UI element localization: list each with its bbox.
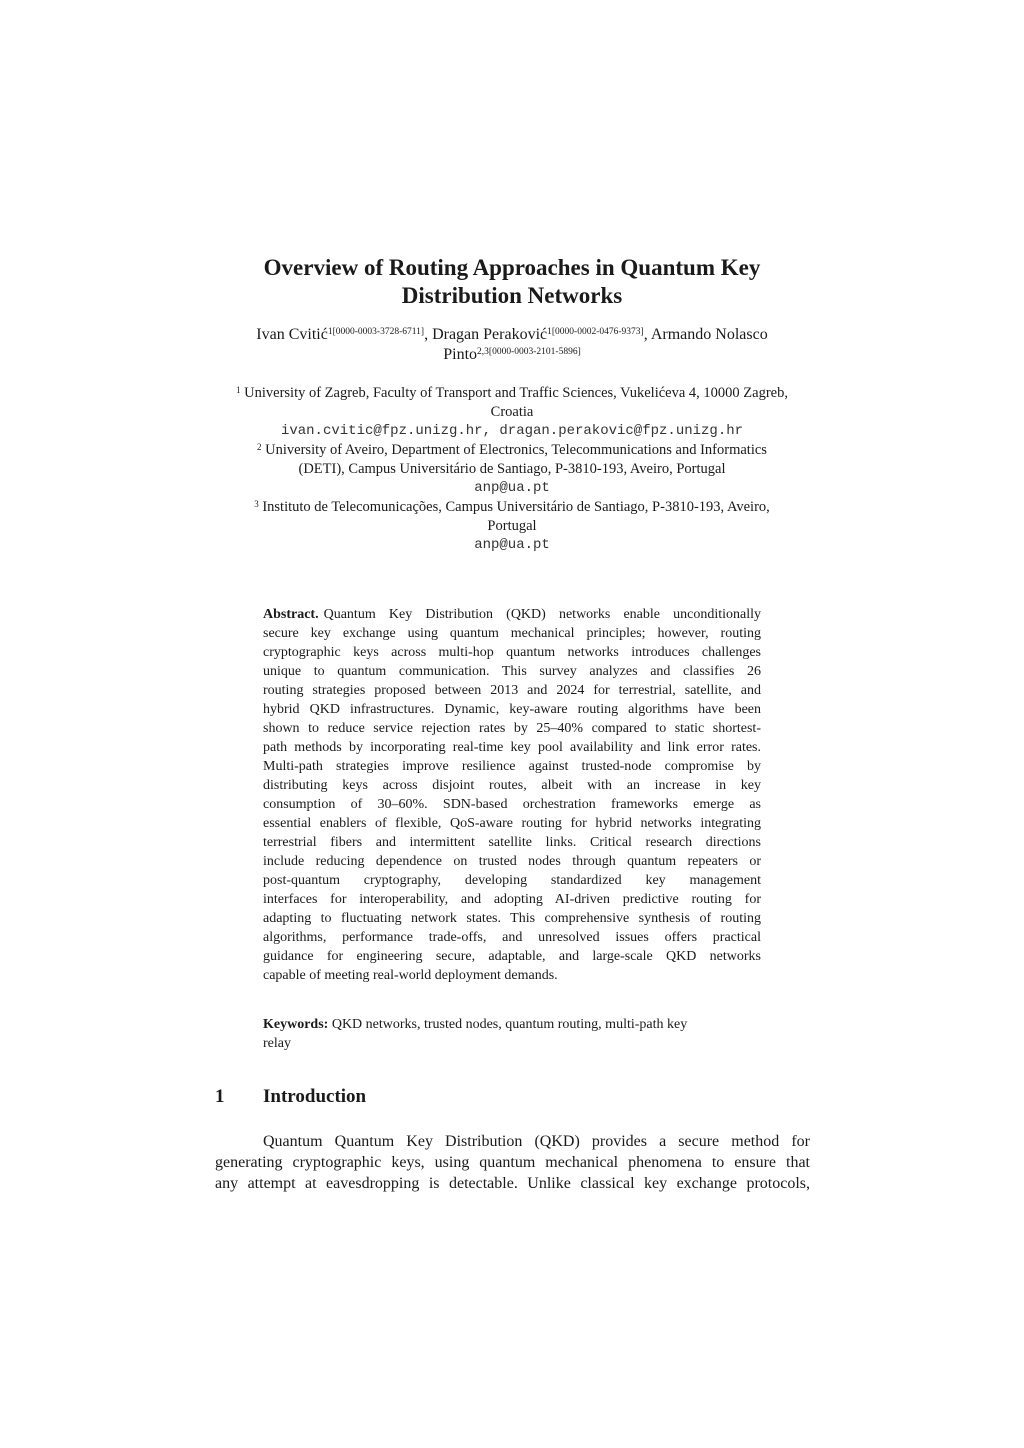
author-name: Ivan Cvitić bbox=[256, 326, 328, 343]
affiliation-number: 2 bbox=[257, 442, 262, 452]
abstract-line: guidance for engineering secure, adaptable, and large-scale QKD networks bbox=[263, 949, 761, 964]
abstract-line: shown to reduce service rejection rates by 25–40% compared to static shortest- bbox=[263, 721, 761, 736]
abstract-line: post-quantum cryptography, developing standardized key management bbox=[263, 873, 761, 888]
abstract-line bbox=[263, 605, 761, 624]
affiliation-2 bbox=[200, 441, 824, 498]
affiliation-text: University of Aveiro, Department of Electronics, Telecommunications and Informatics bbox=[265, 442, 767, 458]
affiliation-text: University of Zagreb, Faculty of Transport and Traffic Sciences, Vukelićeva 4, 10000 Zagreb, bbox=[244, 385, 788, 401]
abstract bbox=[263, 605, 761, 985]
abstract-label: Abstract. bbox=[263, 607, 319, 622]
affiliation-email[interactable]: anp@ua.pt bbox=[474, 480, 550, 496]
author-name-part: Pinto bbox=[443, 346, 478, 363]
abstract-line: interfaces for interoperability, and adopting AI-driven predictive routing for bbox=[263, 892, 761, 907]
abstract-line: distributing keys across disjoint routes, albeit with an increase in key bbox=[263, 778, 761, 793]
affiliation-text: (DETI), Campus Universitário de Santiago, P-3810-193, Aveiro, Portugal bbox=[298, 461, 726, 477]
author-list bbox=[200, 325, 824, 365]
affiliation-text: Portugal bbox=[487, 518, 537, 534]
keywords-label: Keywords: bbox=[263, 1017, 329, 1032]
affiliation-number: 3 bbox=[254, 499, 259, 509]
abstract-line: Multi-path strategies improve resilience against trusted-node compromise by bbox=[263, 759, 761, 774]
abstract-line: unique to quantum communication. This survey analyzes and classifies 26 bbox=[263, 664, 761, 679]
paper-title bbox=[200, 254, 824, 310]
abstract-line: algorithms, performance trade-offs, and unresolved issues offers practical bbox=[263, 930, 761, 945]
section-heading bbox=[215, 1085, 366, 1109]
affiliation-text: Instituto de Telecomunicações, Campus Universitário de Santiago, P-3810-193, Aveiro, bbox=[262, 499, 770, 515]
paragraph-line: Quantum Quantum Key Distribution (QKD) provides a secure method for bbox=[263, 1133, 810, 1150]
keywords-text: QKD networks, trusted nodes, quantum routing, multi-path key bbox=[331, 1017, 688, 1032]
affiliation-number: 1 bbox=[236, 385, 241, 395]
abstract-line: hybrid QKD infrastructures. Dynamic, key-aware routing algorithms have been bbox=[263, 702, 761, 717]
title-line: Overview of Routing Approaches in Quantum Key bbox=[263, 255, 761, 280]
abstract-line: secure key exchange using quantum mechanical principles; however, routing bbox=[263, 626, 761, 641]
abstract-line: terrestrial fibers and intermittent satellite links. Critical research directions bbox=[263, 835, 761, 850]
affiliation-email[interactable]: anp@ua.pt bbox=[474, 537, 550, 553]
abstract-line: essential enablers of flexible, QoS-aware routing for hybrid networks integrating bbox=[263, 816, 761, 831]
author-orcid: 1[0000-0003-3728-6711] bbox=[327, 327, 425, 337]
author-orcid: 2,3[0000-0003-2101-5896] bbox=[477, 347, 581, 357]
paragraph-line: generating cryptographic keys, using quantum mechanical phenomena to ensure that bbox=[215, 1154, 810, 1171]
author-name-part: Armando Nolasco bbox=[650, 326, 768, 343]
abstract-line: capable of meeting real-world deployment demands. bbox=[263, 968, 558, 983]
author-orcid: 1[0000-0002-0476-9373] bbox=[547, 327, 644, 337]
keywords-line bbox=[263, 1015, 761, 1034]
paragraph-line: any attempt at eavesdropping is detectable. Unlike classical key exchange protocols, bbox=[215, 1175, 810, 1192]
affiliation-text: Croatia bbox=[490, 404, 534, 420]
introduction-paragraph bbox=[215, 1131, 810, 1194]
abstract-line: consumption of 30–60%. SDN-based orchestration frameworks emerge as bbox=[263, 797, 761, 812]
section-number: 1 bbox=[215, 1086, 225, 1107]
title-line: Distribution Networks bbox=[401, 283, 623, 308]
keywords bbox=[263, 1015, 761, 1053]
affiliation-email[interactable]: ivan.cvitic@fpz.unizg.hr, dragan.perakovic@fpz.unizg.hr bbox=[280, 423, 744, 439]
abstract-line: path methods by incorporating real-time key pool availability and link error rates. bbox=[263, 740, 761, 755]
author-line bbox=[200, 325, 824, 345]
affiliations bbox=[200, 384, 824, 555]
abstract-line: routing strategies proposed between 2013 and 2024 for terrestrial, satellite, and bbox=[263, 683, 761, 698]
author-name: Dragan Peraković bbox=[432, 326, 548, 343]
keywords-line: relay bbox=[263, 1036, 291, 1051]
abstract-line: cryptographic keys across multi-hop quantum networks introduces challenges bbox=[263, 645, 761, 660]
author-separator: , bbox=[424, 326, 433, 343]
abstract-line: adapting to fluctuating network states. This comprehensive synthesis of routing bbox=[263, 911, 761, 926]
affiliation-3 bbox=[200, 498, 824, 555]
abstract-text: Quantum Key Distribution (QKD) networks enable unconditionally bbox=[323, 607, 761, 622]
affiliation-1 bbox=[200, 384, 824, 441]
section-title: Introduction bbox=[263, 1086, 367, 1107]
abstract-line: include reducing dependence on trusted nodes through quantum repeaters or bbox=[263, 854, 761, 869]
author-line bbox=[200, 345, 824, 365]
author-separator: , bbox=[643, 326, 651, 343]
